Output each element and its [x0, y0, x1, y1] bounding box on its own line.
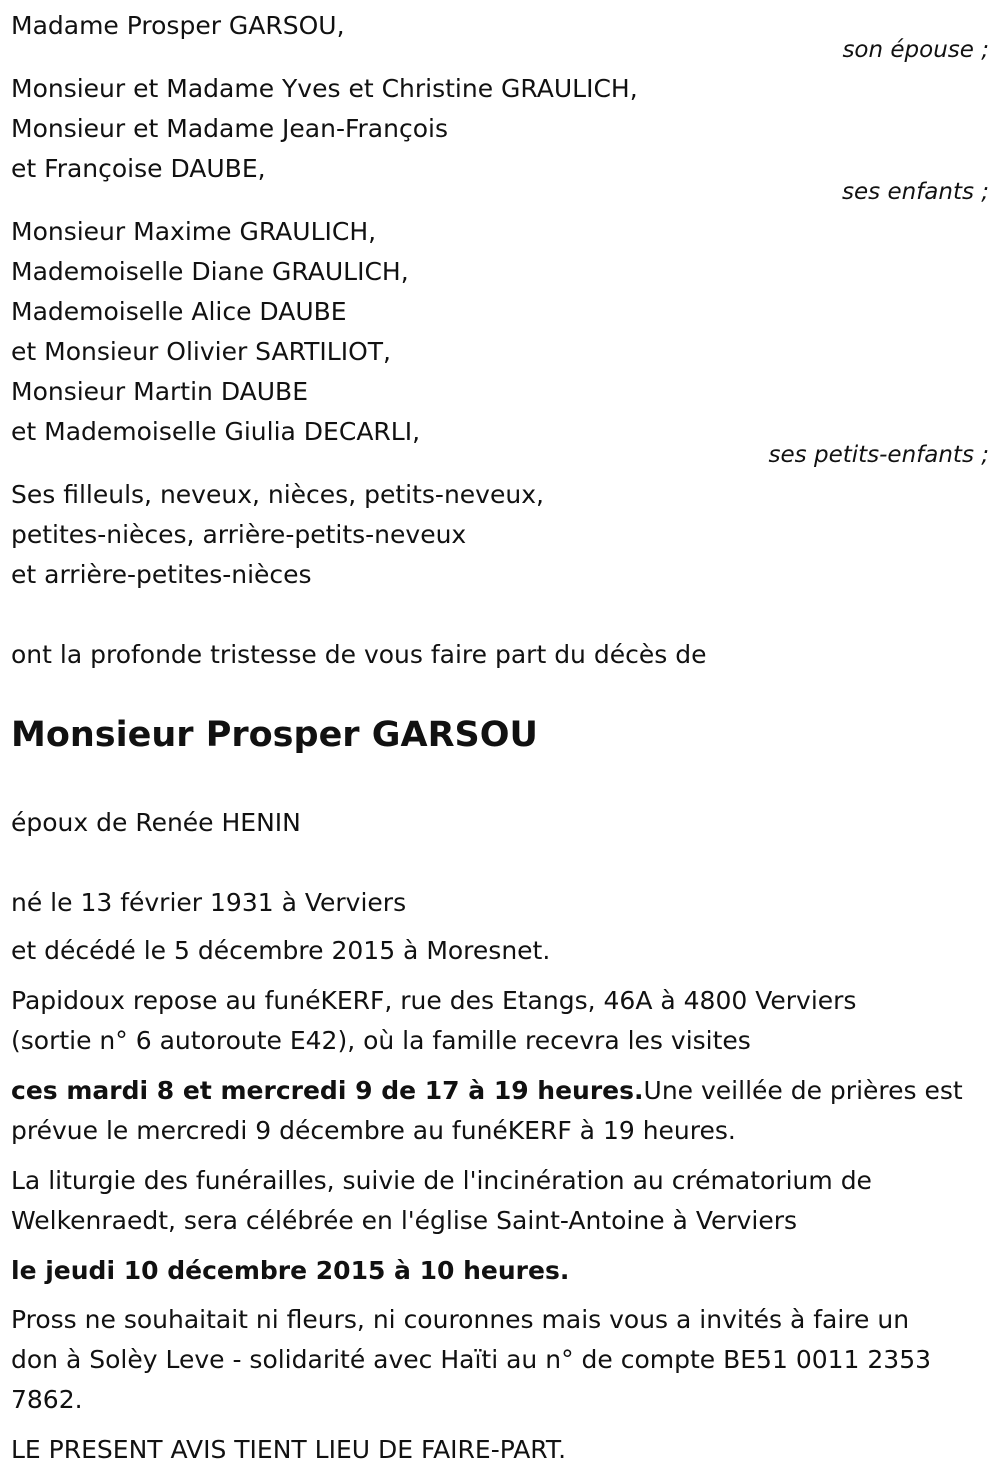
closing-notice: LE PRESENT AVIS TIENT LIEU DE FAIRE-PART. — [11, 1435, 567, 1464]
children-role: ses enfants ; — [842, 179, 989, 205]
wife-name: Madame Prosper GARSOU, — [11, 11, 345, 40]
grandchild-line: Monsieur Maxime GRAULICH, — [11, 217, 377, 246]
deceased-name: Monsieur Prosper GARSOU — [11, 715, 538, 755]
vigil-text-start: Une veillée de prières est — [643, 1076, 963, 1105]
grandchild-line: et Mademoiselle Giulia DECARLI, — [11, 417, 421, 446]
donation-line: don à Solèy Leve - solidarité avec Haïti au n° de compte BE51 0011 2353 — [11, 1345, 932, 1374]
announcement-text: ont la profonde tristesse de vous faire part du décès de — [11, 640, 707, 669]
wife-role: son épouse ; — [842, 37, 989, 63]
donation-line: Pross ne souhaitait ni fleurs, ni couronnes mais vous a invités à faire un — [11, 1305, 910, 1334]
funeral-section — [11, 1161, 989, 1241]
grandchild-line: et Monsieur Olivier SARTILIOT, — [11, 337, 392, 366]
birth-line: né le 13 février 1931 à Verviers — [11, 888, 407, 917]
death-line: et décédé le 5 décembre 2015 à Moresnet. — [11, 936, 551, 965]
funeral-line: La liturgie des funérailles, suivie de l'incinération au crématorium de — [11, 1166, 872, 1195]
visitation-section — [11, 981, 989, 1061]
child-line: Monsieur et Madame Jean-François — [11, 114, 448, 143]
funeral-date: le jeudi 10 décembre 2015 à 10 heures. — [11, 1256, 570, 1285]
extended-family-line: petites-nièces, arrière-petits-neveux — [11, 520, 467, 549]
children-section — [11, 69, 989, 189]
extended-family-line: Ses filleuls, neveux, nièces, petits-neveux, — [11, 480, 544, 509]
extended-family-line: et arrière-petites-nièces — [11, 560, 312, 589]
funeral-line: Welkenraedt, sera célébrée en l'église Saint-Antoine à Verviers — [11, 1206, 798, 1235]
vigil-text-end: prévue le mercredi 9 décembre au funéKERF à 19 heures. — [11, 1116, 736, 1145]
grandchild-line: Mademoiselle Diane GRAULICH, — [11, 257, 409, 286]
child-line: et Françoise DAUBE, — [11, 154, 266, 183]
spouse-line: époux de Renée HENIN — [11, 808, 301, 837]
grandchildren-section — [11, 212, 989, 452]
visitation-hours — [11, 1071, 989, 1151]
visitation-hours-bold: ces mardi 8 et mercredi 9 de 17 à 19 heures. — [11, 1076, 644, 1105]
donation-section — [11, 1300, 989, 1420]
visitation-line: (sortie n° 6 autoroute E42), où la famille recevra les visites — [11, 1026, 751, 1055]
visitation-line: Papidoux repose au funéKERF, rue des Etangs, 46A à 4800 Verviers — [11, 986, 857, 1015]
grandchild-line: Mademoiselle Alice DAUBE — [11, 297, 347, 326]
extended-family-section — [11, 475, 989, 595]
grandchildren-role: ses petits-enfants ; — [768, 442, 989, 468]
grandchild-line: Monsieur Martin DAUBE — [11, 377, 308, 406]
donation-line: 7862. — [11, 1385, 83, 1414]
child-line: Monsieur et Madame Yves et Christine GRAULICH, — [11, 74, 638, 103]
